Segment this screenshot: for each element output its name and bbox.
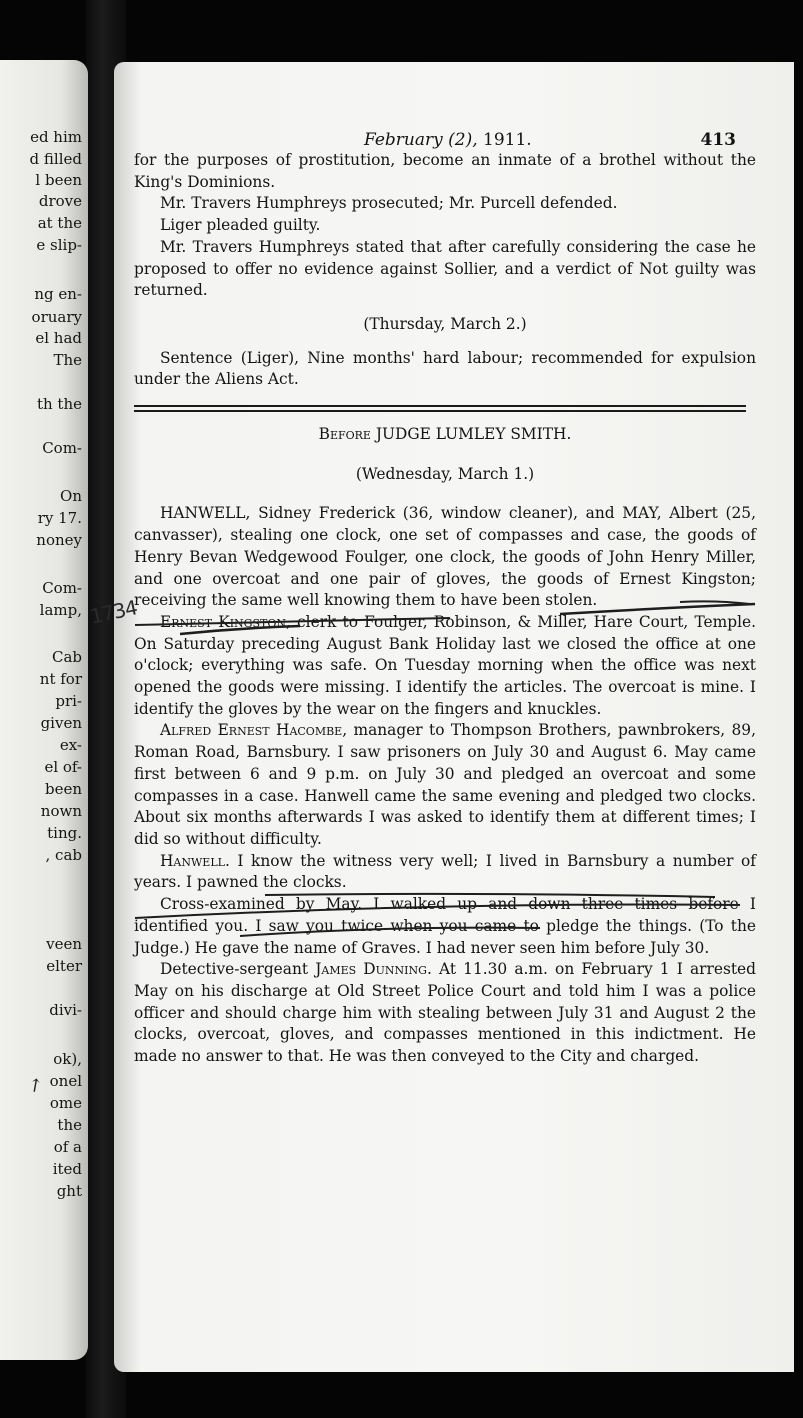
strike-goods-of (180, 626, 300, 634)
left-page-fragment: The (53, 351, 82, 369)
left-page-fragment: ed him (30, 128, 82, 146)
left-page-fragment: th the (36, 395, 82, 413)
left-page-fragment: elter (46, 957, 82, 975)
judge-heading: Before JUDGE LUMLEY SMITH. (318, 425, 572, 444)
left-page-fragment: ok), (53, 1050, 82, 1068)
left-page-fragment: On (60, 487, 82, 505)
date-heading-wednesday: (Wednesday, March 1.) (355, 464, 535, 483)
underline-albert (135, 618, 450, 625)
left-page-fragment: nown (40, 802, 82, 820)
paragraph-verdict: Mr. Travers Humphreys stated that after carefully considering the case he proposed to offer no evidence against Sollier, and a verdict of Not guilty was returned. (134, 237, 756, 300)
paragraph-plea: Liger pleaded guilty. (160, 216, 321, 235)
left-page-fragment: ting. (47, 824, 82, 842)
left-page-fragment: Com- (42, 439, 82, 457)
left-page-fragment: veen (46, 935, 82, 953)
header-date: February (2), 1911. (364, 130, 532, 150)
left-page-fragment: divi- (49, 1001, 82, 1019)
left-page-fragment: pri- (55, 692, 82, 710)
underline-may-came (265, 894, 715, 897)
left-page-fragment: ited (52, 1160, 82, 1178)
paragraph-counsel: Mr. Travers Humphreys prosecuted; Mr. Purcell defended. (160, 194, 618, 213)
left-page-fragment: nt for (39, 670, 82, 688)
left-page-fragment: ex- (59, 736, 82, 754)
date-heading-thursday: (Thursday, March 2.) (363, 314, 527, 333)
left-page-fragment: d filled (29, 150, 82, 168)
paragraph-dunning: Detective-sergeant James Dunning. At 11.30 a.m. on February 1 I arrested May on his discharge at Old Street Police Court and told him I was a police officer and should charge him with stealing between July 31 and August 2 the clocks, overcoat, gloves, and compasses mentioned in this indictment. He made no answer to that. He was then conveyed to the City and charged. (134, 960, 757, 1066)
paragraph-kingston: Ernest Kingston, clerk to Foulger, Robinson, & Miller, Hare Court, Temple. On Saturday preceding August Bank Holiday last we closed the office at one o'clock; everything was safe. On Tuesday morning when the office was next opened the goods were missing. I identify the articles. The overcoat is mine. I identify the gloves by the wear on the fingers and knuckles. (134, 612, 756, 718)
left-page-fragment: of a (53, 1138, 82, 1156)
left-page-fragment: lamp, (39, 601, 82, 619)
left-page-fragment: drove (38, 192, 82, 210)
handwritten-margin-note: 1734 (88, 595, 139, 629)
left-page-fragment: onel (49, 1072, 82, 1090)
left-page-fragment: noney (36, 531, 82, 549)
left-page-fragment: the (57, 1116, 82, 1134)
left-page-fragment: ght (56, 1182, 82, 1200)
paragraph-brothel: for the purposes of prostitution, become an inmate of a brothel without the King's Dominions. (134, 151, 756, 191)
left-page-fragment: e slip- (36, 236, 82, 254)
left-page-fragment: l been (35, 171, 82, 189)
margin-tick-mark: ↗ (23, 1072, 48, 1099)
left-page-fragment: Com- (42, 579, 82, 597)
left-page-fragment: oruary (31, 308, 82, 326)
paragraph-indictment: HANWELL, Sidney Frederick (36, window cleaner), and MAY, Albert (25, canvasser), stealing one clock, one set of compasses and case, the goods of Henry Bevan Wedgewood Foulger, one clock, the goods of John Henry Miller, and one overcoat and one pair of gloves, the goods of Ernest Kingston; receiving the same well knowing them to have been stolen. (134, 504, 756, 610)
left-page-fragment: , cab (45, 846, 82, 864)
left-page-fragment: el of- (44, 758, 82, 776)
left-page-fragment: el had (35, 329, 82, 347)
left-page-fragment: given (40, 714, 82, 732)
left-page-fragment: ng en- (34, 285, 82, 303)
left-page-fragment: Cab (51, 648, 82, 666)
strike-compasses (560, 604, 755, 614)
paragraph-hacombe: Alfred Ernest Hacombe, manager to Thompson Brothers, pawnbrokers, 89, Roman Road, Barnsbury. I saw prisoners on July 30 and August 6. May came first between 6 and 9 p.m. on July 30 and pledged an overcoat and some compasses in a case. Hanwell came the same evening and pledged two clocks. About six months afterwards I was asked to identify them at different times; I did so without difficulty. (134, 721, 756, 848)
left-page-fragment: ome (49, 1094, 82, 1112)
left-page-fragment: been (44, 780, 82, 798)
paragraph-cross-examined: Cross-examined by May. I walked up and down three times before I identified you. I saw you twice when you came to pledge the things. (To the Judge.) He gave the name of Graves. I had never seen him before July 30. (134, 895, 756, 957)
page-number: 413 (700, 130, 736, 150)
left-page-fragment: at the (37, 214, 82, 232)
underline-two-clocks (240, 928, 540, 936)
left-page-fragment: ry 17. (37, 509, 82, 527)
paragraph-sentence: Sentence (Liger), Nine months' hard labour; recommended for expulsion under the Aliens Act. (134, 348, 756, 389)
paragraph-hanwell: Hanwell. I know the witness very well; I lived in Barnsbury a number of years. I pawned the clocks. (134, 851, 756, 892)
underline-pledged (135, 905, 740, 918)
